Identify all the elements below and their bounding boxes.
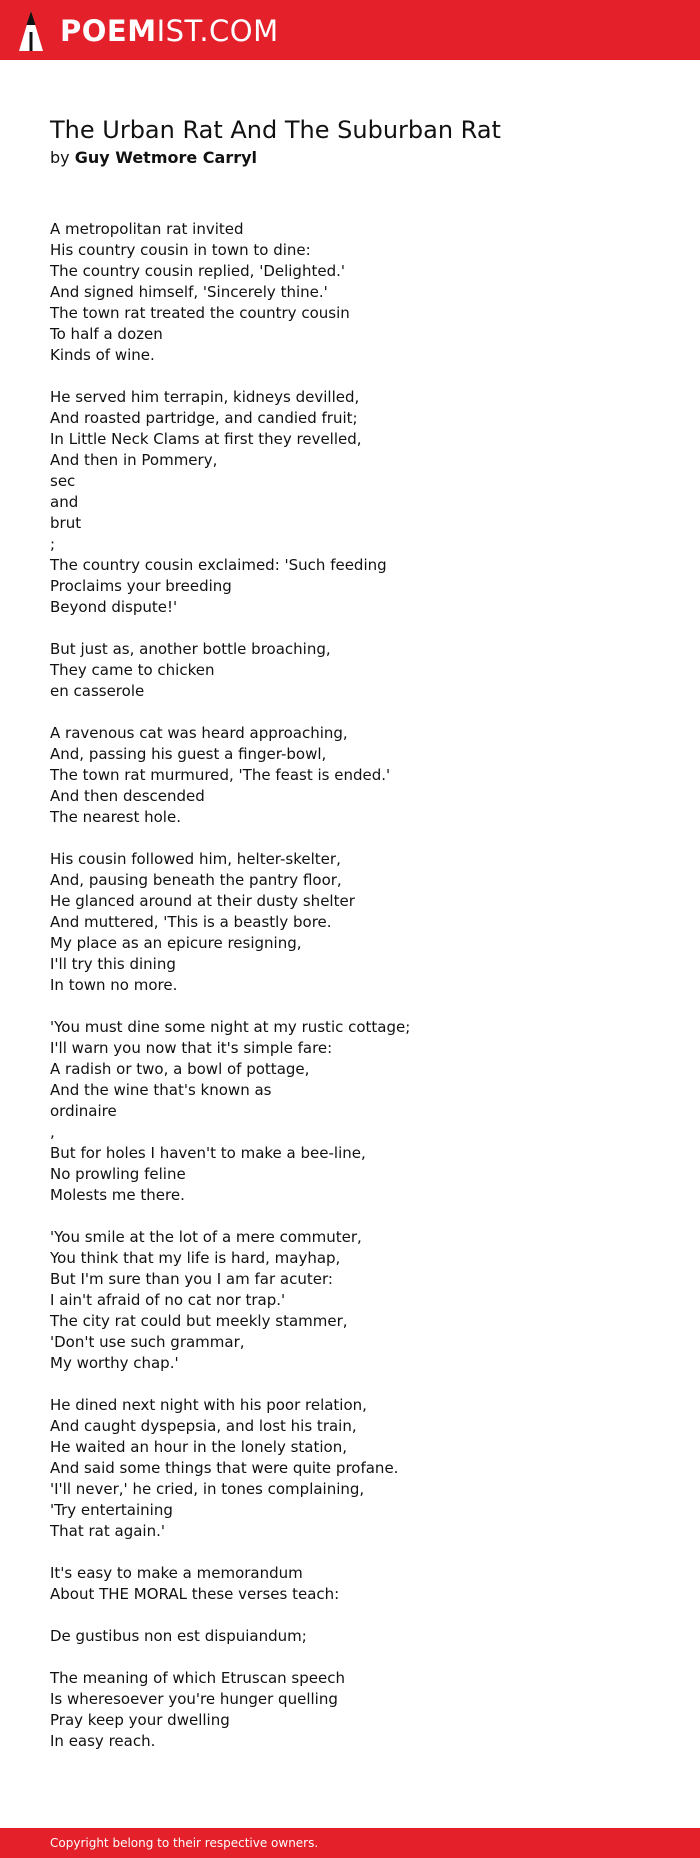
- stanza-gap: [50, 828, 650, 849]
- poem-line: He served him terrapin, kidneys devilled,: [50, 388, 360, 406]
- poem-line: The country cousin replied, 'Delighted.': [50, 262, 345, 280]
- poem-line: ,: [50, 1123, 55, 1141]
- stanza-gap: [50, 1374, 650, 1395]
- poem-line: The country cousin exclaimed: 'Such feeding: [50, 556, 387, 574]
- site-footer: [0, 1828, 700, 1858]
- by-label: by: [50, 148, 70, 167]
- poem-line: And, passing his guest a finger-bowl,: [50, 745, 327, 763]
- poem-line: 'I'll never,' he cried, in tones complaining,: [50, 1480, 365, 1498]
- stanza-gap: [50, 366, 650, 387]
- byline: [50, 146, 257, 170]
- poem-line: To half a dozen: [50, 325, 163, 343]
- stanza-gap: [50, 996, 650, 1017]
- stanza: [50, 639, 650, 702]
- stanza-gap: [50, 618, 650, 639]
- poem-line: And then in Pommery,: [50, 451, 218, 469]
- poem-line: And the wine that's known as: [50, 1081, 272, 1099]
- poem-line: A radish or two, a bowl of pottage,: [50, 1060, 310, 1078]
- poem-line: They came to chicken: [50, 661, 215, 679]
- poem-line: In town no more.: [50, 976, 178, 994]
- stanza-gap: [50, 1605, 650, 1626]
- poem-line: and: [50, 493, 79, 511]
- poem-line: The town rat treated the country cousin: [50, 304, 350, 322]
- poem-line: But just as, another bottle broaching,: [50, 640, 331, 658]
- copyright-text: Copyright belong to their respective owners.: [50, 1836, 319, 1850]
- poem-line: A metropolitan rat invited: [50, 220, 244, 238]
- logo-light: IST.COM: [156, 14, 279, 48]
- stanza-gap: [50, 1206, 650, 1227]
- poem-line: Proclaims your breeding: [50, 577, 232, 595]
- poem-line: And muttered, 'This is a beastly bore.: [50, 913, 332, 931]
- poem-line: He waited an hour in the lonely station,: [50, 1438, 348, 1456]
- poem-line: I'll try this dining: [50, 955, 176, 973]
- poem-line: 'You must dine some night at my rustic cottage;: [50, 1018, 411, 1036]
- poem-line: He glanced around at their dusty shelter: [50, 892, 355, 910]
- stanza: [50, 1017, 650, 1206]
- author-link[interactable]: Guy Wetmore Carryl: [74, 148, 258, 167]
- poem-line: No prowling feline: [50, 1165, 186, 1183]
- poem-title: The Urban Rat And The Suburban Rat: [50, 116, 501, 144]
- stanza: [50, 849, 650, 996]
- stanza: [50, 1563, 650, 1605]
- poem-line: 'Try entertaining: [50, 1501, 173, 1519]
- stanza: [50, 1668, 650, 1752]
- poem-line: And signed himself, 'Sincerely thine.': [50, 283, 328, 301]
- poem-line: And then descended: [50, 787, 205, 805]
- stanza-gap: [50, 1542, 650, 1563]
- poem-body: [50, 219, 650, 1752]
- pen-nib-icon: [18, 10, 44, 52]
- stanza: [50, 219, 650, 366]
- poem-line: I'll warn you now that it's simple fare:: [50, 1039, 333, 1057]
- poem-line: The nearest hole.: [50, 808, 181, 826]
- poem-line: The town rat murmured, 'The feast is ended.': [50, 766, 391, 784]
- poem-line: His cousin followed him, helter-skelter,: [50, 850, 341, 868]
- poem-line: The meaning of which Etruscan speech: [50, 1669, 345, 1687]
- poem-line: It's easy to make a memorandum: [50, 1564, 303, 1582]
- poem-line: But for holes I haven't to make a bee-line,: [50, 1144, 366, 1162]
- stanza: [50, 387, 650, 618]
- poem-line: That rat again.': [50, 1522, 165, 1540]
- poem-line: About THE MORAL these verses teach:: [50, 1585, 340, 1603]
- site-header: [0, 0, 700, 60]
- poem-line: Pray keep your dwelling: [50, 1711, 230, 1729]
- poem-line: en casserole: [50, 682, 145, 700]
- poem-line: brut: [50, 514, 82, 532]
- poem-line: You think that my life is hard, mayhap,: [50, 1249, 341, 1267]
- poem-line: My worthy chap.': [50, 1354, 179, 1372]
- poem-line: Kinds of wine.: [50, 346, 155, 364]
- poem-line: He dined next night with his poor relation,: [50, 1396, 367, 1414]
- stanza-gap: [50, 702, 650, 723]
- poem-line: And caught dyspepsia, and lost his train,: [50, 1417, 357, 1435]
- poem-line: In easy reach.: [50, 1732, 156, 1750]
- poem-line: His country cousin in town to dine:: [50, 241, 311, 259]
- stanza: [50, 1395, 650, 1542]
- poem-line: I ain't afraid of no cat nor trap.': [50, 1291, 286, 1309]
- stanza: [50, 1626, 650, 1647]
- poem-line: sec: [50, 472, 76, 490]
- poem-line: 'You smile at the lot of a mere commuter,: [50, 1228, 362, 1246]
- poem-line: But I'm sure than you I am far acuter:: [50, 1270, 333, 1288]
- poem-line: The city rat could but meekly stammer,: [50, 1312, 348, 1330]
- stanza: [50, 723, 650, 828]
- poem-line: Is wheresoever you're hunger quelling: [50, 1690, 338, 1708]
- stanza-gap: [50, 1647, 650, 1668]
- logo-wordmark: [60, 10, 279, 52]
- poem-line: ordinaire: [50, 1102, 117, 1120]
- poem-line: 'Don't use such grammar,: [50, 1333, 245, 1351]
- poem-line: ;: [50, 535, 56, 553]
- poem-line: Molests me there.: [50, 1186, 185, 1204]
- poem-line: And said some things that were quite profane.: [50, 1459, 399, 1477]
- poem-line: A ravenous cat was heard approaching,: [50, 724, 348, 742]
- stanza: [50, 1227, 650, 1374]
- poem-line: My place as an epicure resigning,: [50, 934, 302, 952]
- poem-line: And, pausing beneath the pantry floor,: [50, 871, 342, 889]
- poem-line: De gustibus non est dispuiandum;: [50, 1627, 307, 1645]
- site-logo[interactable]: [18, 10, 279, 52]
- logo-bold: POEM: [60, 14, 157, 48]
- poem-line: In Little Neck Clams at first they revelled,: [50, 430, 362, 448]
- poem-line: Beyond dispute!': [50, 598, 178, 616]
- poem-line: And roasted partridge, and candied fruit;: [50, 409, 358, 427]
